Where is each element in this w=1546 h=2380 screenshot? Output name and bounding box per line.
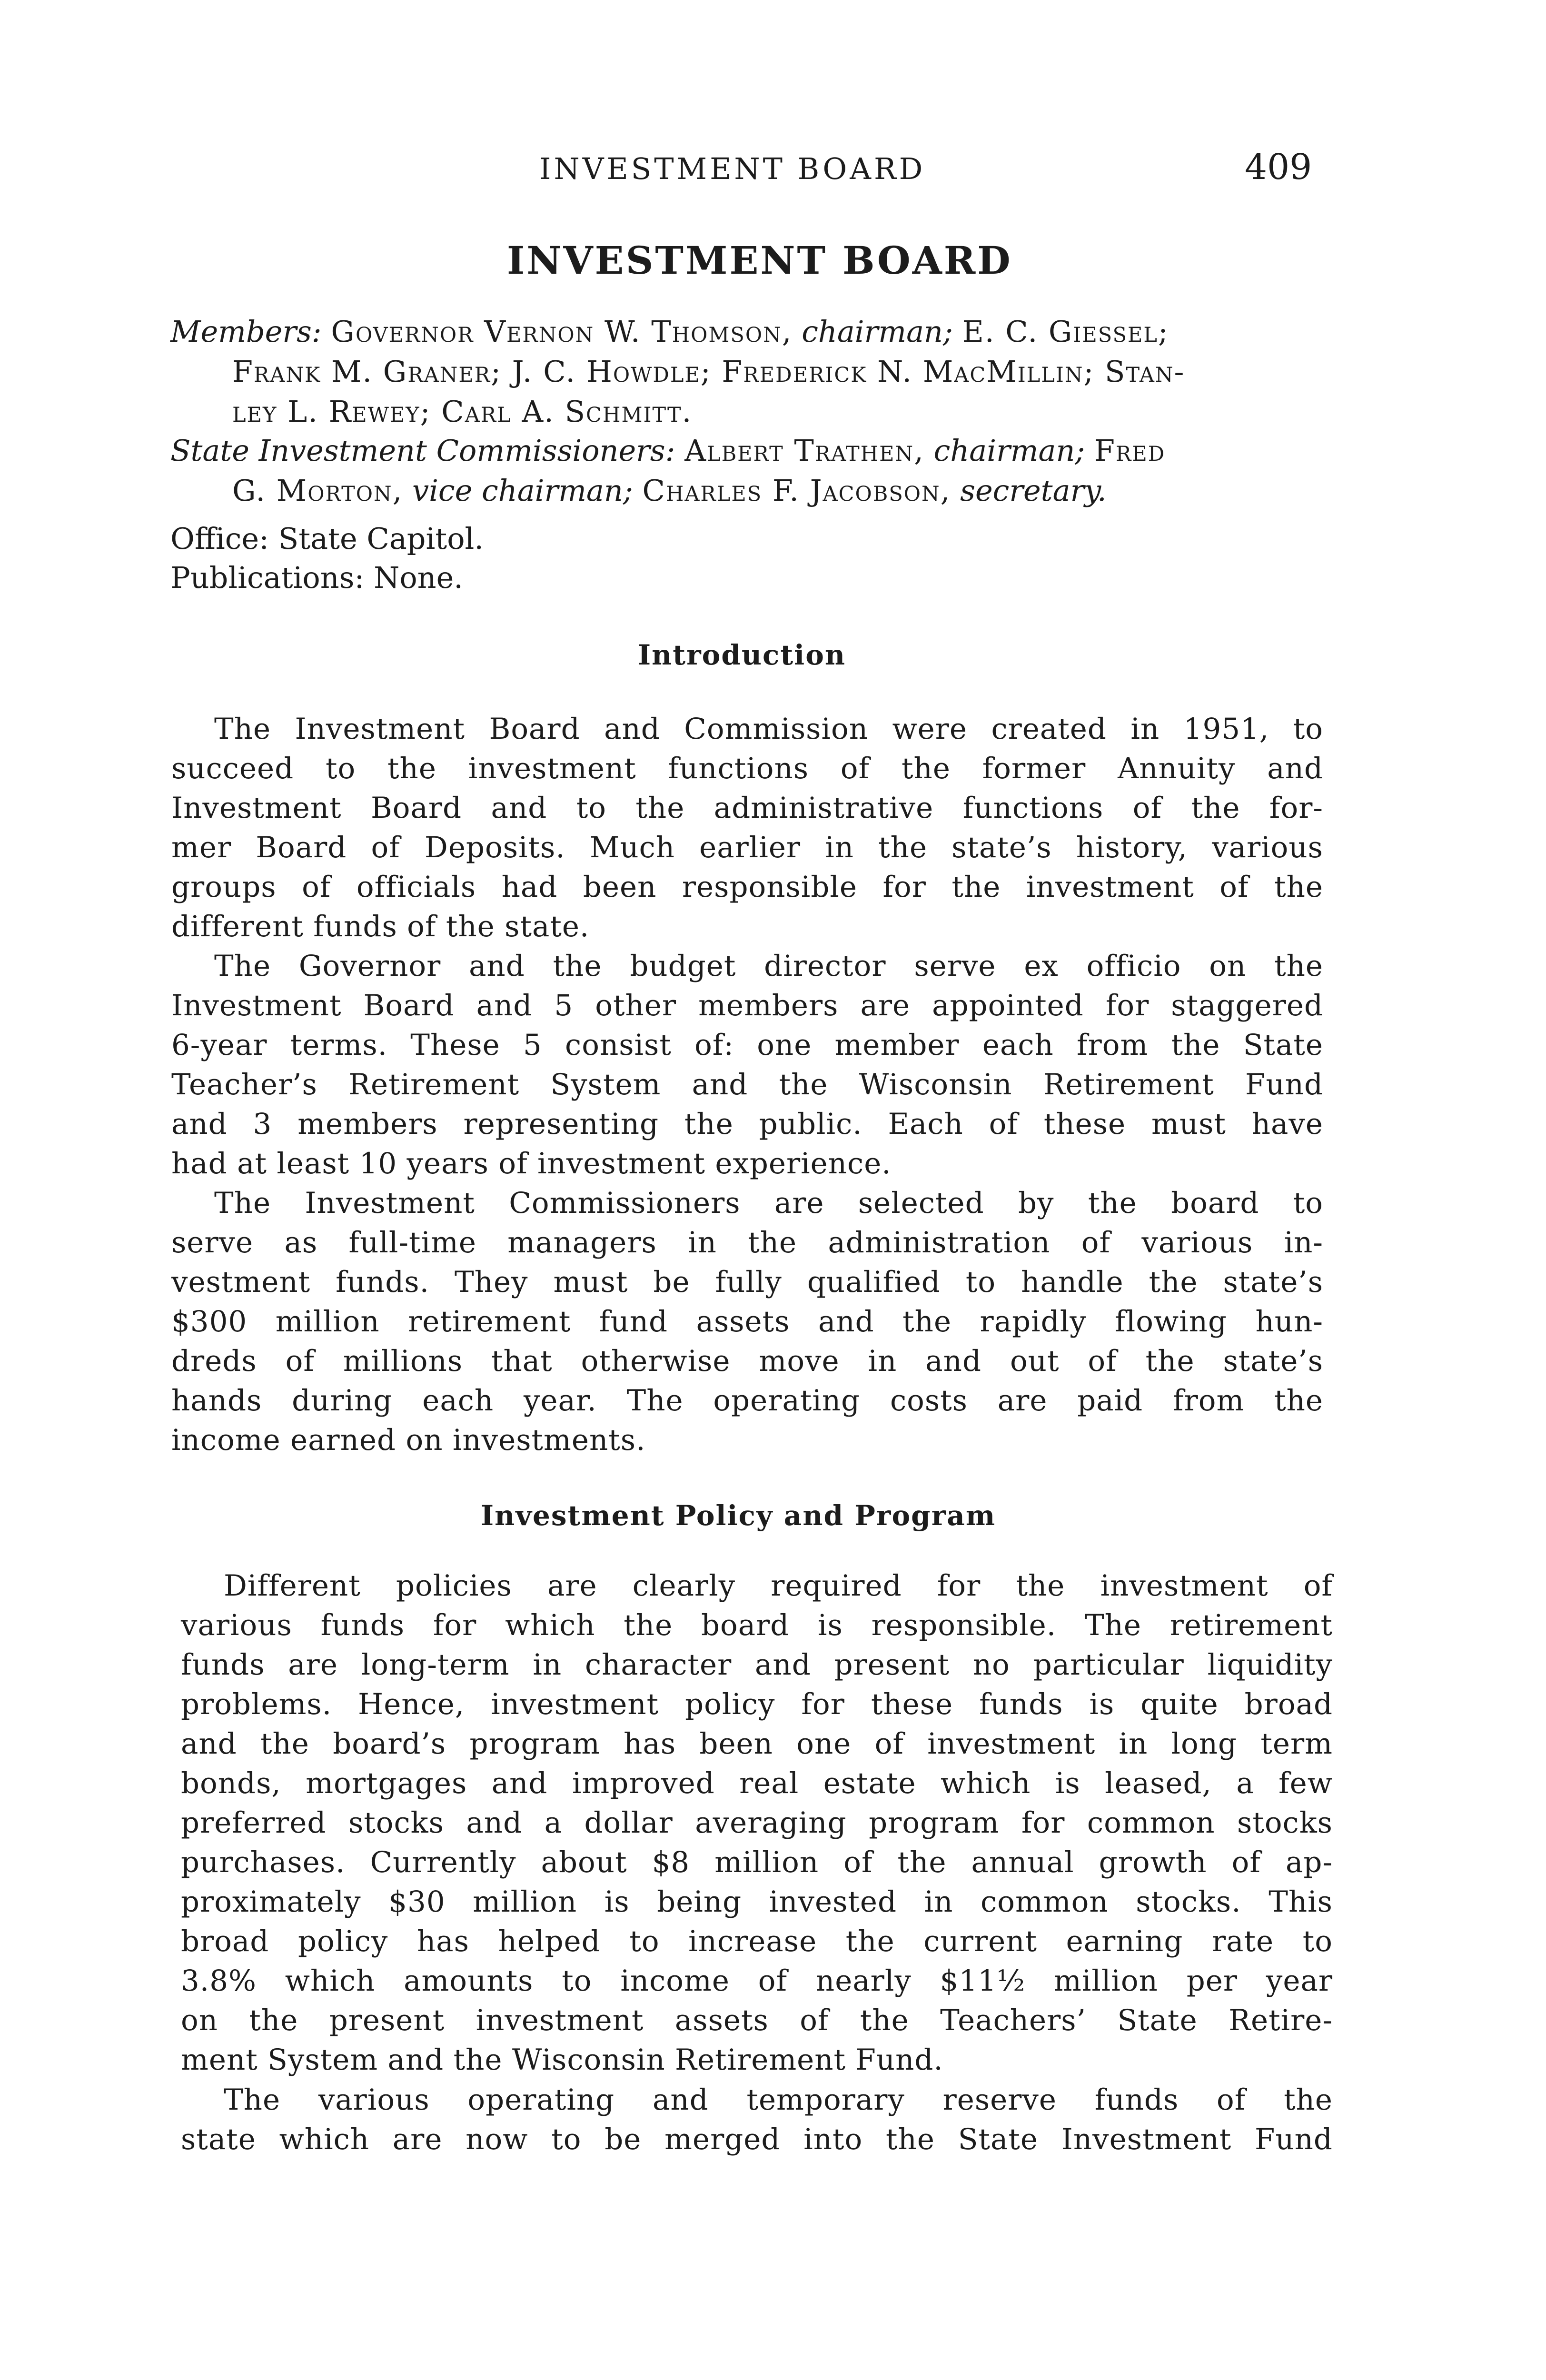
members-chairman-role: chairman; (802, 314, 953, 349)
commissioners-block (170, 431, 1313, 511)
commissioners-line-2 (170, 471, 1313, 511)
members-block (170, 312, 1313, 432)
text-line: dreds of millions that otherwise move in and out of the state’s (171, 1344, 1323, 1378)
members-line-2: Frank M. Graner; J. C. Howdle; Frederick N. MacMillin; Stan- (232, 354, 1185, 389)
intro-paragraph-1 (171, 709, 1323, 946)
text-line: Investment Board and to the administrative functions of the for- (171, 791, 1323, 825)
members-line-3: ley L. Rewey; Carl A. Schmitt. (232, 394, 693, 429)
text-line: groups of officials had been responsible for the investment of the (171, 870, 1323, 904)
text-line: ment System and the Wisconsin Retirement Fund. (181, 2043, 943, 2077)
page-title: INVESTMENT BOARD (507, 238, 1012, 283)
text-line: purchases. Currently about $8 million of the annual growth of ap- (181, 1845, 1333, 1879)
text-line: Investment Board and 5 other members are appointed for staggered (171, 989, 1323, 1022)
text-line: proximately $30 million is being invested in common stocks. This (181, 1885, 1333, 1919)
commissioner-vice-chairman-role: vice chairman; (412, 473, 633, 508)
text-line: vestment funds. They must be fully qualified to handle the state’s (171, 1265, 1323, 1299)
publications-line: Publications: None. (170, 560, 464, 595)
commissioner-secretary-role: secretary. (960, 473, 1107, 508)
text-line: various funds for which the board is responsible. The retirement (181, 1608, 1333, 1642)
section-heading-introduction: Introduction (638, 639, 846, 671)
members-governor: Governor Vernon W. Thomson, (331, 314, 793, 349)
commissioner-chairman-role: chairman; (933, 433, 1085, 468)
policy-paragraph-2 (181, 2080, 1333, 2159)
text-line: The various operating and temporary reserve funds of the (224, 2083, 1333, 2117)
commissioner-jacobson: Charles F. Jacobson, (642, 473, 951, 508)
text-line: bonds, mortgages and improved real estate which is leased, a few (181, 1766, 1333, 1800)
commissioners-label: State Investment Commissioners: (170, 433, 675, 468)
text-line: broad policy has helped to increase the current earning rate to (181, 1924, 1333, 1958)
commissioners-line-1 (170, 431, 1313, 471)
commissioner-trathen: Albert Trathen, (684, 433, 924, 468)
office-line: Office: State Capitol. (170, 521, 484, 556)
text-line: Teacher’s Retirement System and the Wisconsin Retirement Fund (171, 1068, 1323, 1101)
text-line: income earned on investments. (171, 1423, 646, 1457)
intro-paragraph-2 (171, 946, 1323, 1183)
text-line: mer Board of Deposits. Much earlier in the state’s history, various (171, 831, 1323, 864)
text-line: state which are now to be merged into the State Investment Fund (181, 2122, 1333, 2156)
text-line: problems. Hence, investment policy for these funds is quite broad (181, 1687, 1333, 1721)
text-line: different funds of the state. (171, 910, 590, 943)
members-label: Members: (170, 314, 322, 349)
text-line: on the present investment assets of the Teachers’ State Retire- (181, 2003, 1333, 2037)
text-line: preferred stocks and a dollar averaging program for common stocks (181, 1806, 1333, 1840)
intro-paragraph-3 (171, 1183, 1323, 1460)
text-line: and 3 members representing the public. Each of these must have (171, 1107, 1323, 1141)
page-number: 409 (1245, 147, 1312, 188)
commissioner-fred: Fred (1094, 433, 1166, 468)
text-line: had at least 10 years of investment experience. (171, 1147, 892, 1180)
members-line-1 (170, 312, 1313, 352)
text-line: $300 million retirement fund assets and the rapidly flowing hun- (171, 1305, 1323, 1339)
text-line: The Governor and the budget director serve ex officio on the (214, 949, 1323, 983)
text-line: 3.8% which amounts to income of nearly $11½ million per year (181, 1964, 1333, 1998)
text-line: and the board’s program has been one of investment in long term (181, 1727, 1333, 1761)
members-giessel: E. C. Giessel; (962, 314, 1169, 349)
commissioner-morton: G. Morton, (232, 473, 403, 508)
section-heading-investment-policy: Investment Policy and Program (481, 1499, 996, 1532)
text-line: funds are long-term in character and present no particular liquidity (181, 1648, 1333, 1682)
text-line: Different policies are clearly required for the investment of (224, 1569, 1333, 1603)
text-line: The Investment Board and Commission were created in 1951, to (214, 712, 1323, 746)
text-line: succeed to the investment functions of the former Annuity and (171, 752, 1323, 785)
running-header-title: INVESTMENT BOARD (539, 151, 926, 186)
text-line: hands during each year. The operating costs are paid from the (171, 1384, 1323, 1418)
text-line: The Investment Commissioners are selected by the board to (214, 1186, 1323, 1220)
text-line: 6-year terms. These 5 consist of: one member each from the State (171, 1028, 1323, 1062)
text-line: serve as full-time managers in the administration of various in- (171, 1226, 1323, 1259)
policy-paragraph-1 (181, 1566, 1333, 2080)
